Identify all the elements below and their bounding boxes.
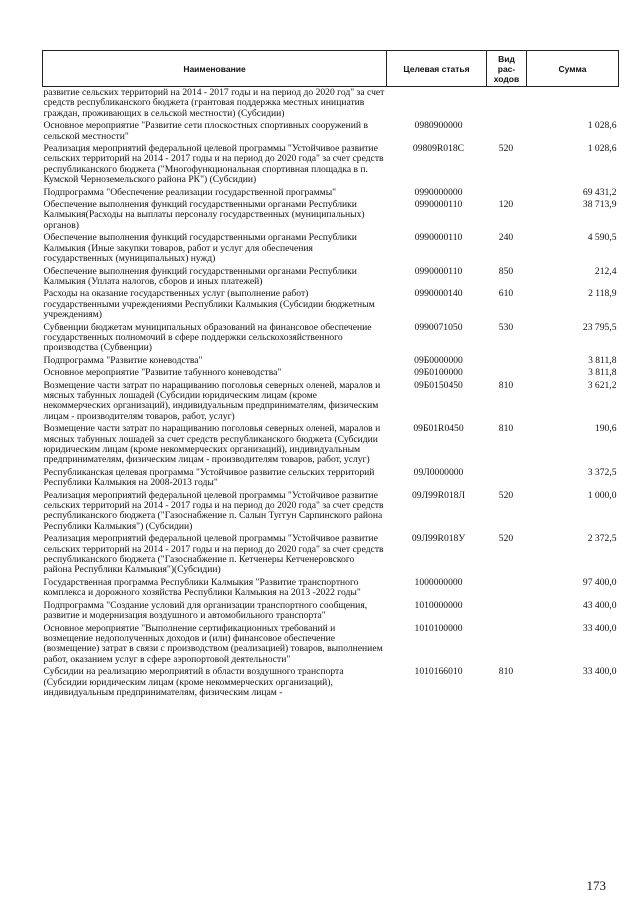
row-name: Субвенции бюджетам муниципальных образований на финансовое обеспечение государственных полномочий в сфере поддержки сельскохозяйственного производства (Субвенции) xyxy=(43,321,372,354)
row-code: 1000000000 xyxy=(414,576,463,588)
row-type: 810 xyxy=(498,666,514,678)
row-type: 530 xyxy=(498,321,514,333)
row-sum: 4 590,5 xyxy=(587,232,617,244)
row-code: 0990000140 xyxy=(414,288,463,300)
row-code: 09Л99R018Л xyxy=(412,489,465,501)
row-code: 1010166010 xyxy=(414,666,463,678)
row-sum: 23 795,5 xyxy=(582,321,617,333)
row-sum: 43 400,0 xyxy=(582,599,617,611)
row-sum: 190,6 xyxy=(594,423,617,435)
row-type: 520 xyxy=(498,143,514,155)
table-row xyxy=(43,322,619,355)
row-code: 09Б0100000 xyxy=(414,367,463,379)
table-header xyxy=(43,51,619,87)
table-row xyxy=(43,87,619,121)
table-row xyxy=(43,367,619,379)
table-row xyxy=(43,533,619,577)
row-sum xyxy=(527,87,619,121)
row-name: Возмещение части затрат по наращиванию поголовья северных оленей, маралов и мясных табунных лошадей (Субсидии юридическим лицам (кроме некоммерческих организаций), индивидуальным предпринимателям, физическим лицам - производителям товаров, работ, услуг) xyxy=(43,379,381,422)
row-code: 09Л99R018У xyxy=(411,533,466,545)
row-name: Возмещение части затрат по наращиванию поголовья северных оленей, маралов и мясных табунных лошадей за счет средств республиканского бюджета (Субсидии юридическим лицам (кроме некоммерческих организаций), индивидуальным предпринимателям, физическим лицам - производителям товаров, работ, услуг) xyxy=(43,423,381,466)
row-type xyxy=(487,87,527,121)
row-name: Республиканская целевая программа "Устойчивое развитие сельских территорий Республики Калмыкия на 2008-2013 годы" xyxy=(43,466,375,489)
table-row xyxy=(43,490,619,534)
row-name: Подпрограмма "Развитие коневодства" xyxy=(43,354,203,366)
row-type: 850 xyxy=(498,265,514,277)
row-type xyxy=(487,367,527,379)
row-type xyxy=(487,467,527,490)
row-code xyxy=(387,87,487,121)
row-sum: 1 028,6 xyxy=(587,120,617,132)
table-row xyxy=(43,600,619,623)
row-code: 09Б0150450 xyxy=(414,379,463,391)
table-row xyxy=(43,577,619,600)
row-name: Реализация мероприятий федеральной целевой программы "Устойчивое развитие сельских территорий на 2014 - 2017 годы и на период до 2020 года" за счет средств республиканского бюджета ("Газоснабжение п. Салын Туггун Сарпинского района Республики Калмыкия") (Субсидии) xyxy=(43,489,384,532)
row-sum: 33 400,0 xyxy=(582,666,617,678)
table-row xyxy=(43,120,619,143)
table-row xyxy=(43,199,619,232)
row-type: 810 xyxy=(498,379,514,391)
row-name: Субсидии на реализацию мероприятий в области воздушного транспорта (Субсидии юридическим лицам (кроме некоммерческих организаций), индивидуальным предпринимателям, физическим лицам - xyxy=(43,666,344,698)
row-code: 09Б0000000 xyxy=(414,354,463,366)
row-sum: 2 372,5 xyxy=(587,533,617,545)
row-name: Обеспечение выполнения функций государственными органами Республики Калмыкия(Расходы на выплаты персоналу государственных (муниципальных) органов) xyxy=(43,199,365,231)
row-code: 0980900000 xyxy=(414,120,463,132)
table-row xyxy=(43,423,619,467)
table-row xyxy=(43,288,619,321)
header-code: Целевая статья xyxy=(387,51,487,87)
row-sum: 1 028,6 xyxy=(587,143,617,155)
row-sum: 3 811,8 xyxy=(588,367,617,379)
row-name: Расходы на оказание государственных услуг (выполнение работ) государственными учреждениями Республики Калмыкия (Субсидии бюджетным учреждениям) xyxy=(43,288,375,321)
row-sum: 2 118,9 xyxy=(588,288,617,300)
table-row xyxy=(43,666,619,699)
table-row xyxy=(43,143,619,187)
row-code: 0990000110 xyxy=(414,265,463,277)
header-sum: Сумма xyxy=(527,51,619,87)
row-code: 09Б01R0450 xyxy=(413,423,464,435)
row-type: 520 xyxy=(498,533,514,545)
row-type xyxy=(487,187,527,199)
row-name: Основное мероприятие "Выполнение сертификационных требований и возмещение недополученных доходов и (или) финансовое обеспечение (возмещение) затрат в связи с производством (реализацией) товаров, выполнением работ, оказанием услуг в сфере аэропортовой деятельности" xyxy=(43,622,383,665)
row-sum: 1 000,0 xyxy=(587,489,617,501)
table-row xyxy=(43,623,619,667)
table-row xyxy=(43,380,619,424)
row-type: 610 xyxy=(498,288,514,300)
row-name: Основное мероприятие "Развитие табунного коневодства" xyxy=(43,367,282,379)
row-sum: 3 621,2 xyxy=(587,379,617,391)
row-name: развитие сельских территорий на 2014 - 2017 годы и на период до 2020 год" за счет средств республиканского бюджета (грантовая поддержка местных инициатив граждан, проживающих в сельской местности) (Субсидии) xyxy=(43,87,385,119)
row-name: Реализация мероприятий федеральной целевой программы "Устойчивое развитие сельских территорий на 2014 - 2017 годы и на период до 2020 года" за счет средств республиканского бюджета ("Многофункциональная спортивная площадка в п. Кумской Черноземельского района РК") (Субсидии) xyxy=(43,143,384,186)
row-code: 1010000000 xyxy=(414,599,463,611)
table-row xyxy=(43,355,619,367)
row-type xyxy=(487,355,527,367)
row-type xyxy=(487,600,527,623)
row-code: 09809R018C xyxy=(412,143,465,155)
row-code: 0990000110 xyxy=(414,199,463,211)
row-name: Государственная программа Республики Калмыкия "Развитие транспортного комплекса и дорожного хозяйства Республики Калмыкия на 2013 -2022 годы" xyxy=(43,576,361,599)
row-name: Подпрограмма "Обеспечение реализации государственной программы" xyxy=(43,186,337,198)
row-type xyxy=(487,120,527,143)
row-type xyxy=(487,623,527,667)
header-type: Вид рас-ходов xyxy=(487,51,527,87)
table-row xyxy=(43,467,619,490)
row-sum: 212,4 xyxy=(594,265,617,277)
page-number: 173 xyxy=(586,878,606,893)
table-row xyxy=(43,266,619,289)
row-type: 520 xyxy=(498,489,514,501)
row-sum: 38 713,9 xyxy=(582,199,617,211)
row-type: 810 xyxy=(498,423,514,435)
budget-table xyxy=(42,50,619,699)
table-row xyxy=(43,187,619,199)
row-type: 240 xyxy=(498,232,514,244)
row-type xyxy=(487,577,527,600)
row-name: Обеспечение выполнения функций государственными органами Республики Калмыкия (Уплата налогов, сборов и иных платежей) xyxy=(43,265,357,287)
row-sum: 3 372,5 xyxy=(587,466,617,478)
row-sum: 69 431,2 xyxy=(582,186,617,198)
row-sum: 3 811,8 xyxy=(588,354,617,366)
row-code: 1010100000 xyxy=(414,622,463,634)
row-name: Обеспечение выполнения функций государственными органами Республики Калмыкия (Иные закупки товаров, работ и услуг для обеспечения государственных (муниципальных) нужд) xyxy=(43,232,357,265)
header-name: Наименование xyxy=(43,51,387,87)
table-body xyxy=(43,87,619,700)
row-code: 0990000110 xyxy=(414,232,463,244)
row-code: 09Л0000000 xyxy=(413,466,464,478)
row-name: Подпрограмма "Создание условий для организации транспортного сообщения, развитие и модернизация воздушного и автомобильного транспорта" xyxy=(43,599,368,622)
row-sum: 97 400,0 xyxy=(582,576,617,588)
row-name: Основное мероприятие "Развитие сети плоскостных спортивных сооружений в сельской местности" xyxy=(43,120,368,142)
row-code: 0990071050 xyxy=(414,321,463,333)
budget-table-page xyxy=(42,50,618,699)
table-row xyxy=(43,232,619,265)
row-sum: 33 400,0 xyxy=(582,622,617,634)
row-code: 0990000000 xyxy=(414,186,463,198)
row-type: 120 xyxy=(498,199,514,211)
row-name: Реализация мероприятий федеральной целевой программы "Устойчивое развитие сельских территорий на 2014 - 2017 годы и на период до 2020 года" за счет средств республиканского бюджета ("Газоснабжение п. Кетченеры Кетченеровского района Республики Калмыкия")(Субсидии) xyxy=(43,533,384,576)
